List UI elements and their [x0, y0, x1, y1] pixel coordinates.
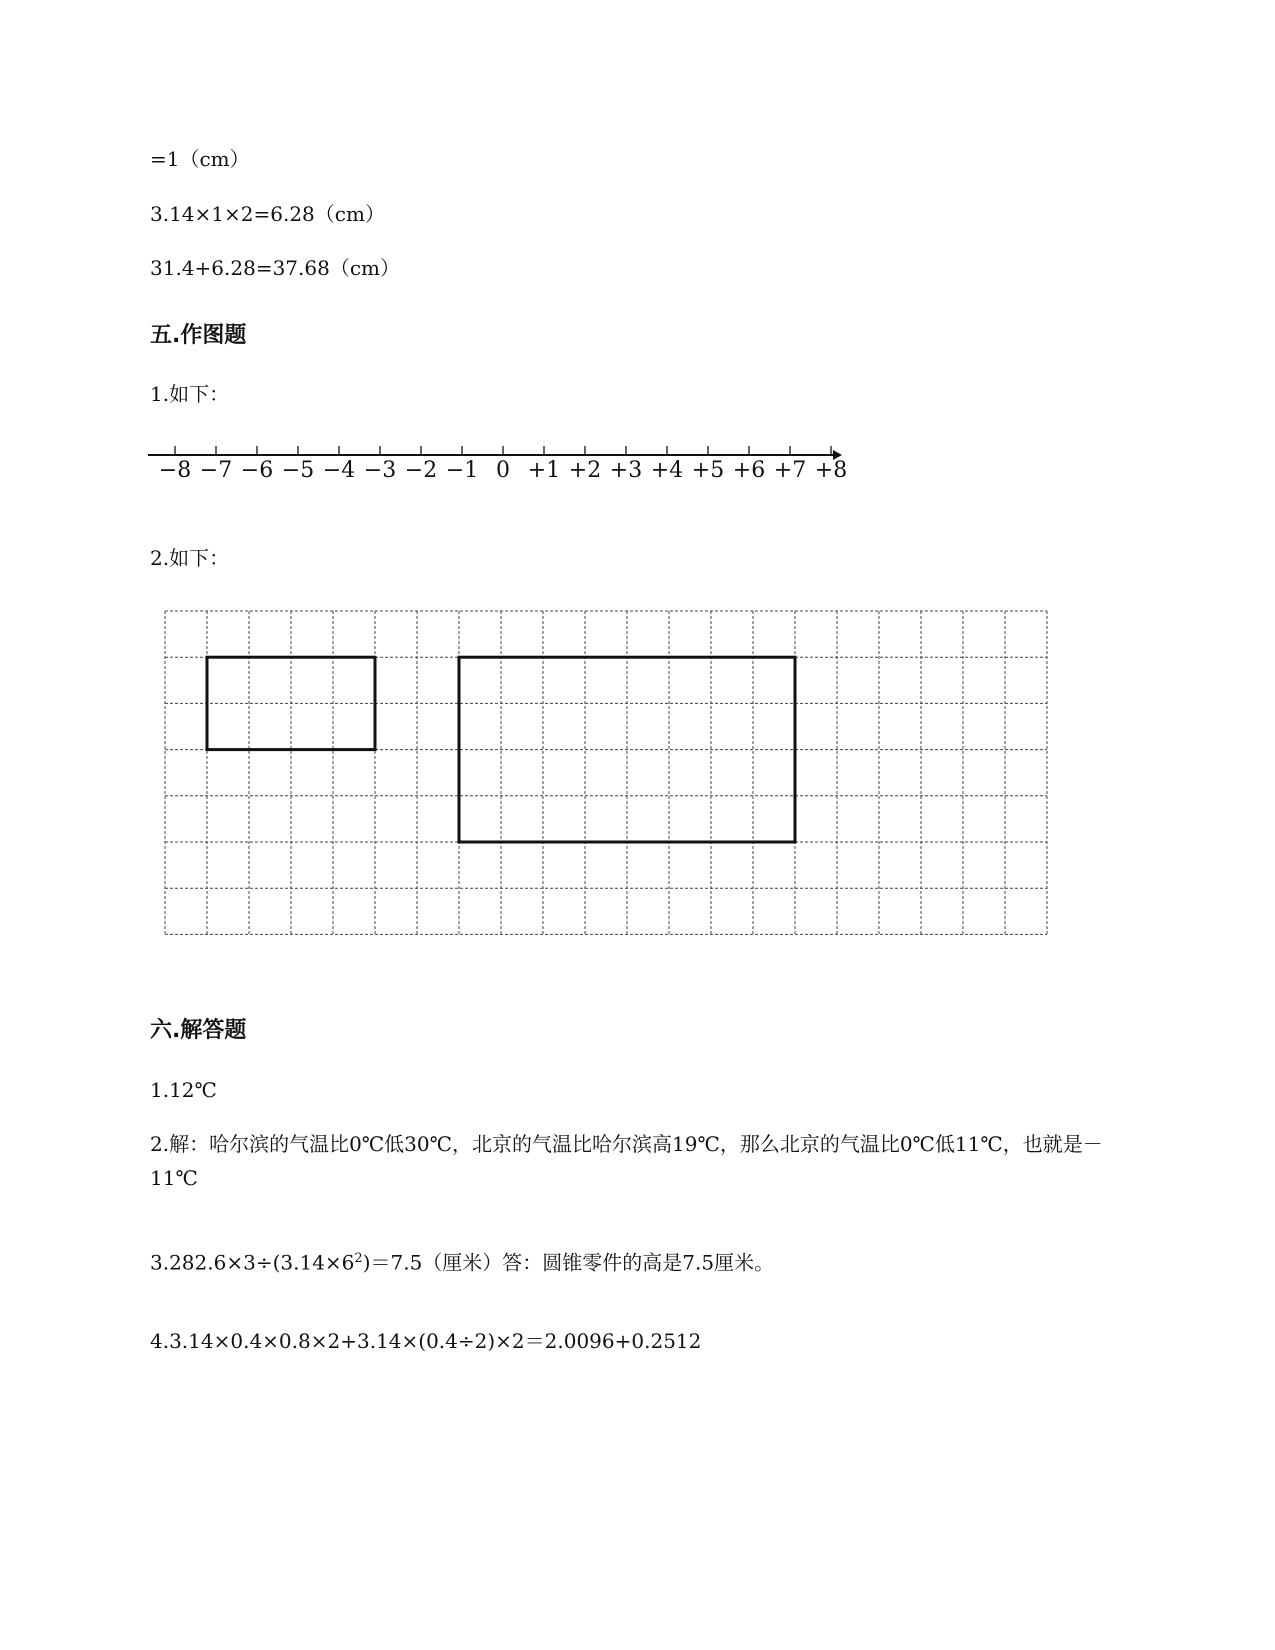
prev-line-1: =1（cm） [150, 147, 250, 171]
number-line-label: −4 [322, 458, 356, 483]
section5-title: 五.作图题 [150, 323, 247, 348]
number-line-label: −3 [363, 458, 397, 483]
number-line-label: +8 [814, 458, 848, 483]
number-line-label: +1 [527, 458, 561, 483]
answer-3-exponent: 2 [354, 1251, 363, 1266]
answer-3-pre: 3.282.6×3÷(3.14×6 [150, 1250, 355, 1275]
answer-2: 2.解：哈尔滨的气温比0℃低30℃，北京的气温比哈尔滨高19℃，那么北京的气温比0℃低11℃，也就是－11℃ [150, 1132, 1103, 1190]
grid-drawing [163, 609, 1048, 939]
number-line-label: 0 [496, 458, 510, 483]
number-line-label: +5 [691, 458, 725, 483]
section6-title: 六.解答题 [150, 1018, 247, 1043]
number-line-label: +4 [650, 458, 684, 483]
answer-4: 4.3.14×0.4×0.8×2+3.14×(0.4÷2)×2＝2.0096+0.2512 [150, 1329, 702, 1353]
number-line-label: +6 [732, 458, 766, 483]
number-line-label: +3 [609, 458, 643, 483]
number-line-label: −5 [281, 458, 315, 483]
prev-line-3: 31.4+6.28=37.68（cm） [150, 256, 400, 280]
item2-label: 2.如下： [150, 546, 230, 570]
number-line-label: −7 [199, 458, 233, 483]
number-line [145, 437, 848, 487]
number-line-label: +2 [568, 458, 602, 483]
number-line-label: −2 [404, 458, 438, 483]
number-line-label: −1 [445, 458, 479, 483]
number-line-label: −8 [158, 458, 192, 483]
prev-line-2: 3.14×1×2=6.28（cm） [150, 202, 385, 226]
answer-3-post: )＝7.5（厘米）答：圆锥零件的高是7.5厘米。 [362, 1250, 775, 1275]
item1-label: 1.如下： [150, 382, 230, 406]
number-line-label: +7 [773, 458, 807, 483]
answer-1: 1.12℃ [150, 1078, 217, 1102]
number-line-label: −6 [240, 458, 274, 483]
answer-3 [150, 1246, 774, 1276]
